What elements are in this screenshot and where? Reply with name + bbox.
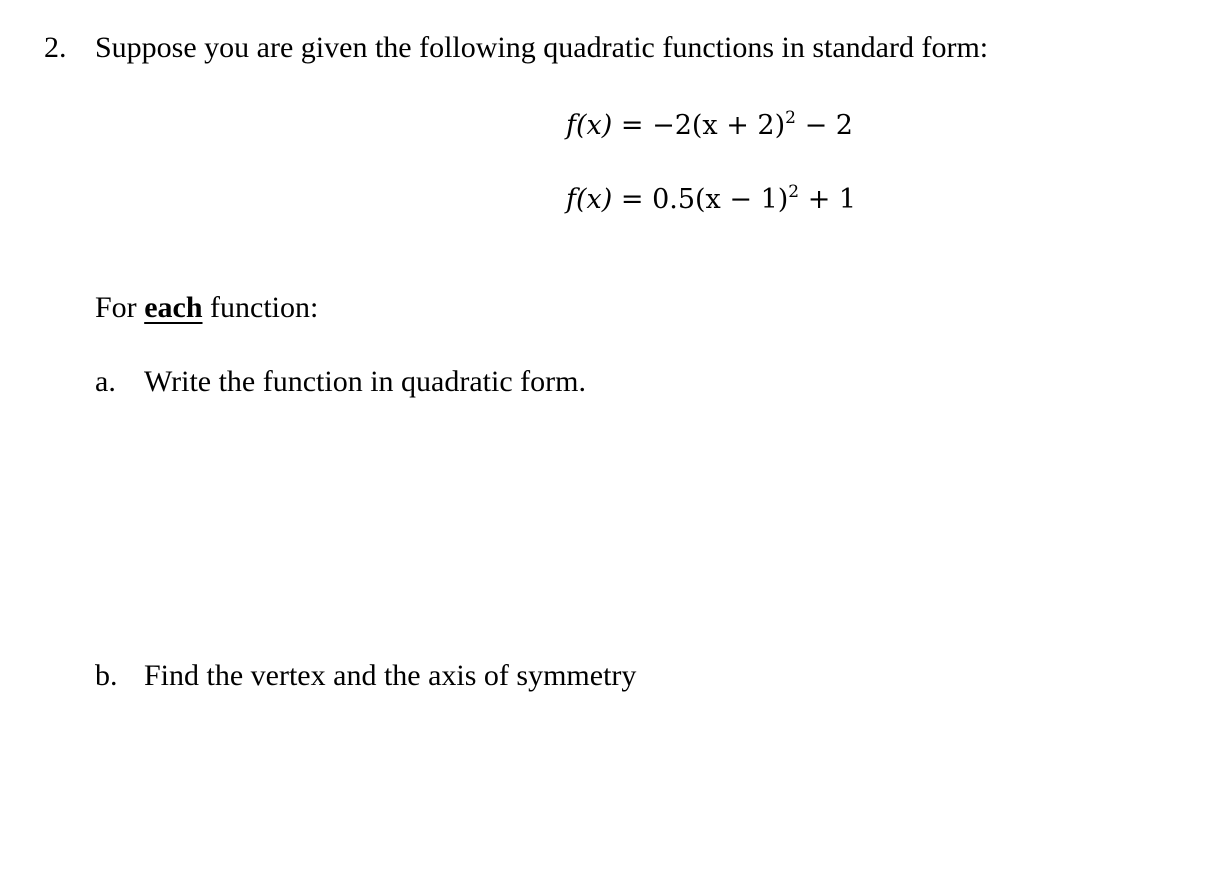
equation-1-lhs: f(x) (566, 110, 613, 141)
part-a-label: a. (95, 365, 116, 398)
question-number: 2. (44, 31, 67, 64)
part-a-text: Write the function in quadratic form. (144, 365, 586, 398)
equation-1 (566, 108, 853, 144)
equation-1-exponent: 2 (785, 108, 796, 128)
equation-2 (566, 182, 856, 218)
instruction (95, 290, 318, 326)
equation-2-exponent: 2 (788, 182, 800, 202)
equation-2-rhs-a: = 0.5(x − 1) (612, 184, 789, 215)
part-b-label: b. (95, 659, 118, 692)
part-b-text: Find the vertex and the axis of symmetry (144, 659, 637, 692)
equation-1-rhs-a: = −2(x + 2) (612, 110, 786, 141)
equation-2-rhs-b: + 1 (799, 184, 857, 215)
instruction-emphasis: each (144, 291, 203, 324)
equation-1-rhs-b: − 2 (795, 110, 853, 141)
instruction-after: function: (202, 291, 319, 324)
equation-2-lhs: f(x) (566, 184, 613, 215)
instruction-before: For (95, 291, 145, 324)
question-prompt: Suppose you are given the following quadratic functions in standard form: (95, 31, 989, 64)
